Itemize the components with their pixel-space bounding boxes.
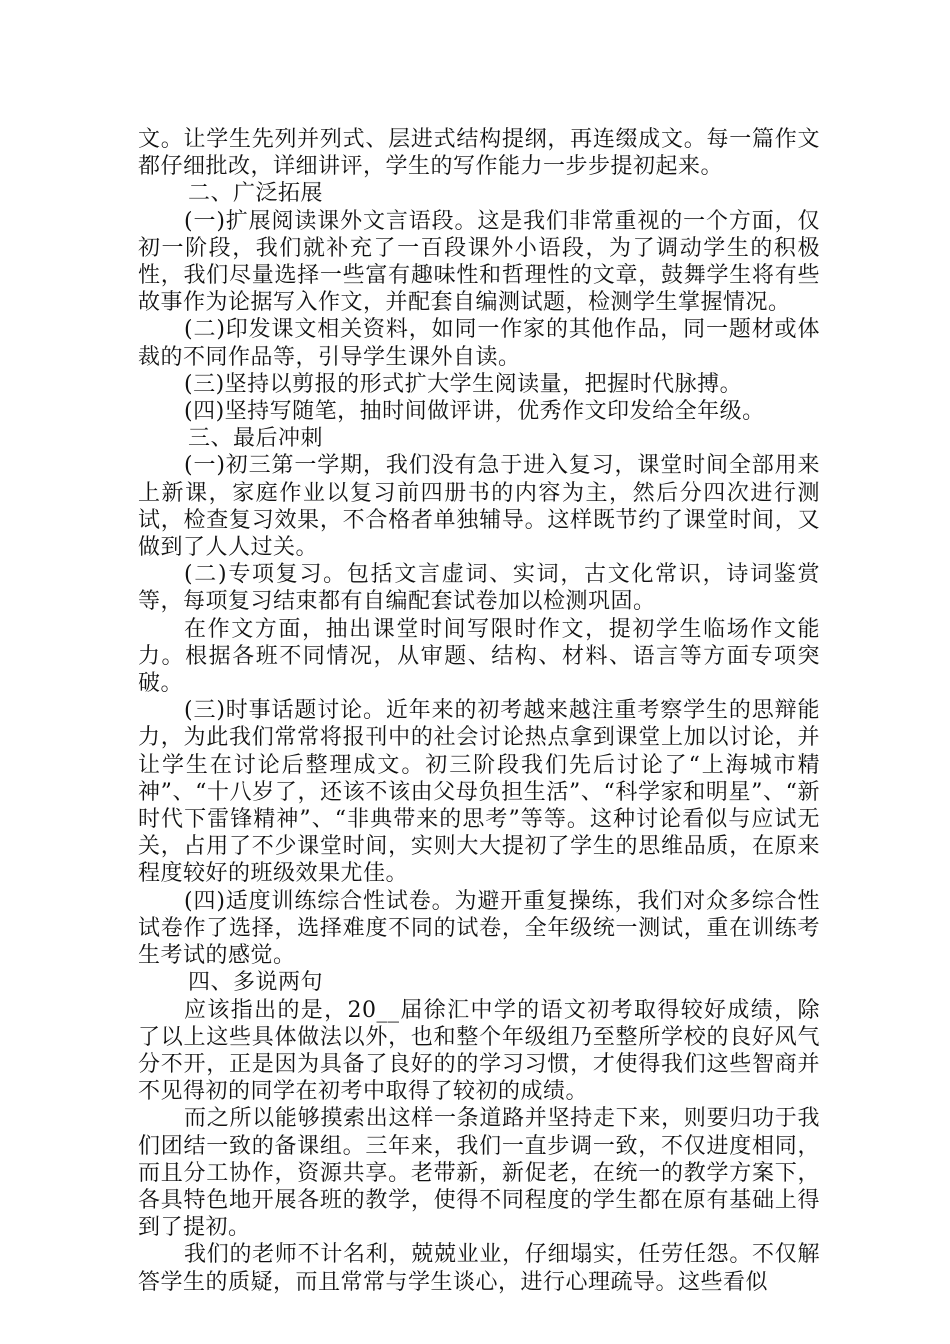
body-paragraph: 我们的老师不计名利，兢兢业业，仔细塌实，任劳任怨。不仅解答学生的质疑，而且常常与学生谈心，进行心理疏导。这些看似 (138, 1242, 820, 1295)
body-paragraph: (一)扩展阅读课外文言语段。这是我们非常重视的一个方面，仅初一阶段，我们就补充了一百段课外小语段，为了调动学生的积极性，我们尽量选择一些富有趣味性和哲理性的文章，鼓舞学生将有些故事作为论据写入作文，并配套自编测试题，检测学生掌握情况。 (138, 208, 820, 316)
document-page (138, 126, 820, 1296)
section-heading: 四、多说两句 (188, 970, 324, 996)
body-paragraph: (三)时事话题讨论。近年来的初考越来越注重考察学生的思辩能力，为此我们常常将报刊中的社会讨论热点拿到课堂上加以讨论，并让学生在讨论后整理成文。初三阶段我们先后讨论了“上海城市精神”、“十八岁了，还该不该由父母负担生活”、“科学家和明星”、“新时代下雷锋精神”、“非典带来的思考”等等。这种讨论看似与应试无关，占用了不少课堂时间，实则大大提初了学生的思维品质，在原来程度较好的班级效果尤佳。 (138, 698, 820, 887)
body-paragraph: (四)坚持写随笔，抽时间做评讲，优秀作文印发给全年级。 (184, 399, 765, 425)
body-paragraph: 而之所以能够摸索出这样一条道路并坚持走下来，则要归功于我们团结一致的备课组。三年来，我们一直步调一致，不仅进度相同，而且分工协作，资源共享。老带新，新促老，在统一的教学方案下，各具特色地开展各班的教学，使得不同程度的学生都在原有基础上得到了提初。 (138, 1106, 820, 1241)
body-paragraph: (二)印发课文相关资料，如同一作家的其他作品，同一题材或体裁的不同作品等，引导学生课外自读。 (138, 317, 820, 370)
body-paragraph: (一)初三第一学期，我们没有急于进入复习，课堂时间全部用来上新课，家庭作业以复习前四册书的内容为主，然后分四次进行测试，检查复习效果，不合格者单独辅导。这样既节约了课堂时间，又做到了人人过关。 (138, 453, 820, 561)
section-heading: 三、最后冲刺 (188, 426, 324, 452)
body-paragraph: 在作文方面，抽出课堂时间写限时作文，提初学生临场作文能力。根据各班不同情况，从审题、结构、材料、语言等方面专项突破。 (138, 616, 820, 697)
section-heading: 二、广泛拓展 (188, 181, 324, 207)
body-paragraph: 文。让学生先列并列式、层进式结构提纲，再连缀成文。每一篇作文都仔细批改，详细讲评，学生的写作能力一步步提初起来。 (138, 127, 820, 180)
body-paragraph: (二)专项复习。包括文言虚词、实词，古文化常识，诗词鉴赏等，每项复习结束都有自编配套试卷加以检测巩固。 (138, 562, 820, 615)
body-paragraph: (四)适度训练综合性试卷。为避开重复操练，我们对众多综合性试卷作了选择，选择难度不同的试卷，全年级统一测试，重在训练考生考试的感觉。 (138, 888, 820, 969)
body-paragraph: (三)坚持以剪报的形式扩大学生阅读量，把握时代脉搏。 (184, 371, 743, 397)
body-paragraph: 应该指出的是，20__届徐汇中学的语文初考取得较好成绩，除了以上这些具体做法以外，也和整个年级组乃至整所学校的良好风气分不开，正是因为具备了良好的的学习习惯，才使得我们这些智商并不见得初的同学在初考中取得了较初的成绩。 (138, 997, 820, 1105)
